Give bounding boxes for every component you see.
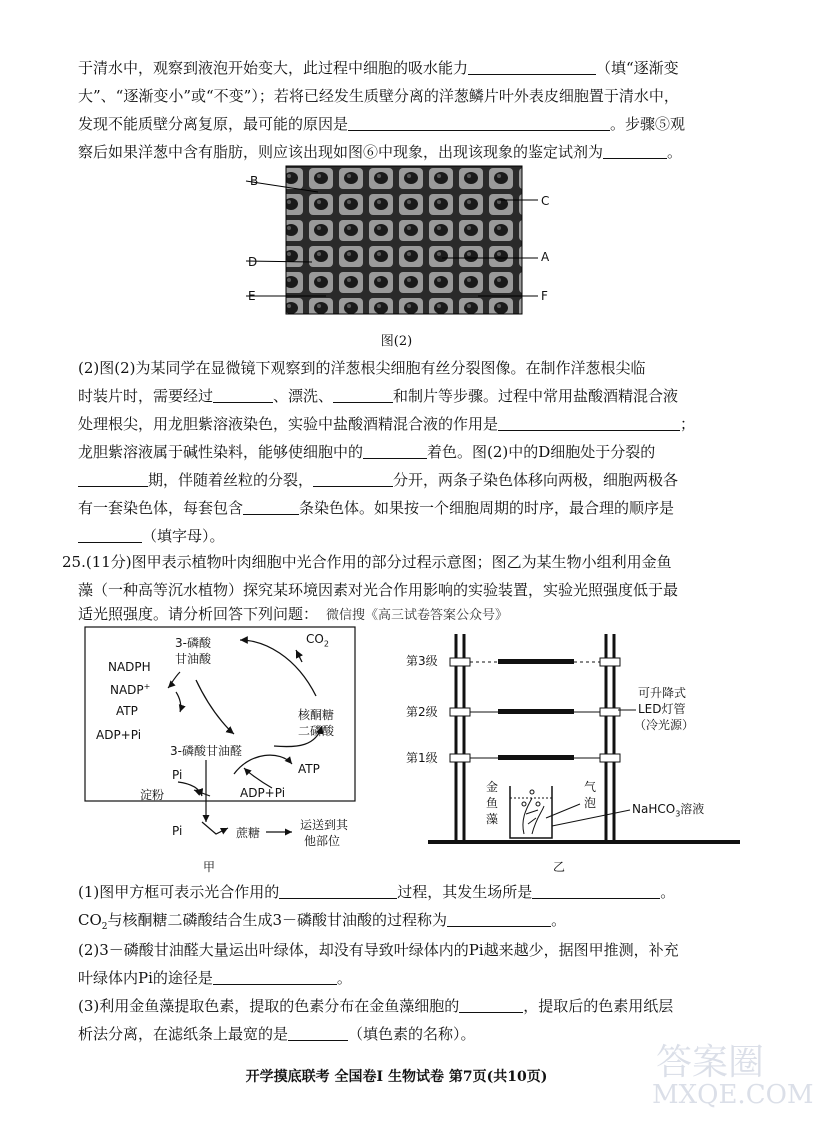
export-label-2: 他部位: [304, 834, 341, 848]
text-line: $CO_2$与核酮糖二磷酸结合生成3－磷酸甘油酸的过程称为 。: [78, 911, 567, 932]
lamp-label-3: （冷光源）: [634, 718, 695, 732]
text-line: 有一套染色体，每套包含 条染色体。如果按一个细胞周期的时序，最合理的顺序是: [78, 499, 675, 517]
sucrose-label: 蔗糖: [236, 826, 261, 840]
text-line: 大”、“逐渐变小”或“不变”）；若将已经发生质壁分离的洋葱鳞片叶外表皮细胞置于清水中，: [78, 87, 679, 105]
pi-label-2: Pi: [172, 824, 183, 838]
lamp-label-2: LED灯管: [638, 702, 686, 716]
bubble-label: 气: [584, 780, 597, 794]
figure-caption: 图(2): [380, 334, 413, 349]
text-line: 期，伴随着丝粒的分裂， 分开，两条子染色体移向两极，细胞两极各: [78, 470, 678, 490]
text-line: 叶绿体内Pi的途径是 。: [78, 969, 352, 987]
pi-label: Pi: [172, 768, 183, 782]
watermark-brand: 答案圈: [656, 1042, 765, 1083]
text-line: 适光照强度。请分析回答下列问题： 微信搜《高三试卷答案公众号》: [78, 605, 509, 623]
text-line: 时装片时，需要经过 、漂洗、 和制片等步骤。过程中常用盐酸酒精混合液: [78, 387, 679, 405]
atp-label: ATP: [116, 704, 138, 718]
text-line: 发现不能质壁分离复原，最可能的原因是 。步骤⑤观: [78, 115, 686, 133]
starch-label: 淀粉: [140, 788, 165, 802]
micrograph-figure-2: [246, 166, 566, 316]
text-line: （填字母）。: [78, 526, 225, 546]
label-f: F: [541, 289, 548, 303]
label-a: A: [541, 250, 550, 264]
text-line: 察后如果洋葱中含有脂肪，则应该出现如图⑥中现象，出现该现象的鉴定试剂为 。: [78, 143, 683, 161]
plant-label-3: 藻: [486, 812, 499, 826]
label-b: B: [250, 174, 259, 188]
level-3-label: 第3级: [406, 654, 438, 668]
watermark-site: MXQE.COM: [652, 1080, 814, 1110]
text-line: 处理根尖，用龙胆紫溶液染色，实验中盐酸酒精混合液的作用是 ；: [78, 415, 696, 433]
plant-label: 金: [486, 780, 499, 794]
bubble-label-2: 泡: [584, 796, 597, 810]
atp-label-2: ATP: [298, 762, 320, 776]
text-line: 藻（一种高等沉水植物）探究某环境因素对光合作用影响的实验装置，实验光照强度低于最: [78, 581, 679, 599]
page-footer: 开学摸底联考 全国卷Ⅰ 生物试卷 第7页(共10页): [245, 1069, 548, 1085]
lamp-label: 可升降式: [638, 686, 687, 700]
adp-pi-label-2: ADP+Pi: [240, 786, 286, 800]
nadp-label: NADP+: [110, 682, 151, 697]
g3p-label: 3-磷酸甘油醛: [170, 744, 242, 758]
text-line: (3)利用金鱼藻提取色素，提取的色素分布在金鱼藻细胞的 ，提取后的色素用纸层: [78, 997, 674, 1015]
export-label: 运送到其: [300, 818, 349, 832]
plant-label-2: 鱼: [486, 796, 499, 810]
adp-pi-label: ADP+Pi: [96, 728, 142, 742]
label-c: C: [541, 194, 550, 208]
text-line: 于清水中，观察到液泡开始变大，此过程中细胞的吸水能力 （填“逐渐变: [78, 59, 679, 77]
text-line: 龙胆紫溶液属于碱性染料，能够使细胞中的 着色。图(2)中的D细胞处于分裂的: [78, 443, 656, 461]
text-line: (2)3－磷酸甘油醛大量运出叶绿体，却没有导致叶绿体内的Pi越来越少，据图甲推测，补充: [78, 941, 679, 959]
figure-caption-jia: 甲: [203, 860, 216, 874]
pga-label: 3-磷酸: [175, 636, 211, 650]
nadph-label: NADPH: [108, 660, 151, 674]
text-line: (2)图(2)为某同学在显微镜下观察到的洋葱根尖细胞有丝分裂图像。在制作洋葱根尖临: [78, 359, 646, 377]
level-2-label: 第2级: [406, 705, 438, 719]
level-1-label: 第1级: [406, 751, 438, 765]
experiment-apparatus: [428, 628, 748, 852]
figure-caption-yi: 乙: [553, 860, 566, 874]
rubp-label: 核酮糖: [298, 708, 335, 722]
question-25-title: 25.(11分)图甲表示植物叶肉细胞中光合作用的部分过程示意图；图乙为某生物小组利用金鱼: [62, 553, 672, 571]
label-e: E: [248, 289, 256, 303]
wechat-promo: 微信搜《高三试卷答案公众号》: [326, 608, 509, 623]
co2-label: $CO_2$: [306, 632, 329, 649]
pga-label-2: 甘油酸: [175, 652, 212, 666]
figure-yi-apparatus: [428, 628, 748, 852]
text-line: 析法分离，在滤纸条上最宽的是 （填色素的名称）。: [78, 1025, 476, 1043]
micrograph-image: [246, 166, 566, 316]
rubp-label-2: 二磷酸: [298, 724, 335, 738]
solution-label: NaHCO$_3$溶液: [632, 802, 705, 819]
text-line: (1)图甲方框可表示光合作用的 过程，其发生场所是 。: [78, 883, 676, 901]
label-d: D: [248, 255, 258, 269]
